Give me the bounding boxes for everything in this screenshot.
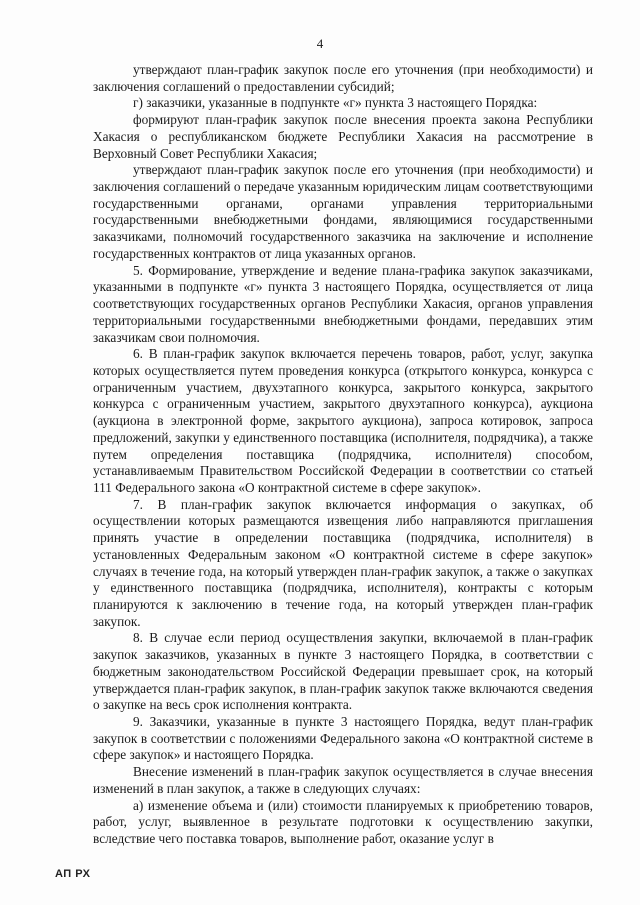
footer-mark: АП РХ (55, 868, 91, 880)
paragraph: г) заказчики, указанные в подпункте «г» пункта 3 настоящего Порядка: (133, 95, 538, 111)
paragraph: Внесение изменений в план-график закупок осуществляется в случае внесения изменений в план закупок, а также в следующих случаях: (93, 764, 593, 796)
paragraph: 7. В план-график закупок включается информация о закупках, об осуществлении которых размещаются извещения либо направляются приглашения принять участие в определении поставщика (подрядчика, исполнителя) в установленных Федеральным законом «О контрактной системе в сфере закупок» случаях в течение года, на который утвержден план-график закупок, а также о закупках у единственного поставщика (подрядчика, исполнителя), контракты с которым планируются к заключению в течение года, на который утвержден план-график закупок. (93, 496, 593, 629)
paragraph: 9. Заказчики, указанные в пункте 3 настоящего Порядка, ведут план-график закупок в соответствии с положениями Федерального закона «О контрактной системе в сфере закупок» и настоящего Порядка. (93, 714, 593, 763)
paragraph: 8. В случае если период осуществления закупки, включаемой в план-график закупок заказчиков, указанных в пункте 3 настоящего Порядка, в соответствии с бюджетным законодательством Российской Федерации превышает срок, на который утверждается план-график закупок, в план-график закупок также включаются сведения о закупке на весь срок исполнения контракта. (93, 630, 593, 713)
paragraph: 5. Формирование, утверждение и ведение плана-графика закупок заказчиками, указанными в подпункте «г» пункта 3 настоящего Порядка, осуществляется от лица соответствующих государственных органов Республики Хакасия, органов управления территориальными государственными внебюджетными фондами, передавших этим заказчикам свои полномочия. (93, 262, 593, 345)
paragraph: 6. В план-график закупок включается перечень товаров, работ, услуг, закупка которых осуществляется путем проведения конкурса (открытого конкурса, конкурса с ограниченным участием, двухэтапного конкурса, закрытого конкурса, закрытого конкурса с ограниченным участием, закрытого двухэтапного конкурса), аукциона (аукциона в электронной форме, закрытого аукциона), запроса котировок, запроса предложений, закупки у единственного поставщика (исполнителя, подрядчика), а также путем определения поставщика (подрядчика, исполнителя) способом, устанавливаемым Правительством Российской Федерации в соответствии со статьей 111 Федерального закона «О контрактной системе в сфере закупок». (93, 346, 593, 495)
paragraph: а) изменение объема и (или) стоимости планируемых к приобретению товаров, работ, услуг, выявленное в результате подготовки к осуществлению закупки, вследствие чего поставка товаров, выполнение работ, оказание услуг в (93, 797, 593, 847)
paragraph: утверждают план-график закупок после его уточнения (при необходимости) и заключения соглашений о передаче указанным юридическим лицам соответствующими государственными органами, органами управления территориальными государственными внебюджетными фондами, являющимися государственными заказчиками, полномочий государственного заказчика на заключение и исполнение государственных контрактов от лица указанных органов. (93, 162, 593, 261)
page-number: 4 (316, 36, 324, 51)
document-body (93, 62, 593, 848)
paragraph: формируют план-график закупок после внесения проекта закона Республики Хакасия о республиканском бюджете Республики Хакасия на рассмотрение в Верховный Совет Республики Хакасия; (93, 112, 593, 161)
paragraph: утверждают план-график закупок после его уточнения (при необходимости) и заключения соглашений о предоставлении субсидий; (93, 62, 593, 94)
